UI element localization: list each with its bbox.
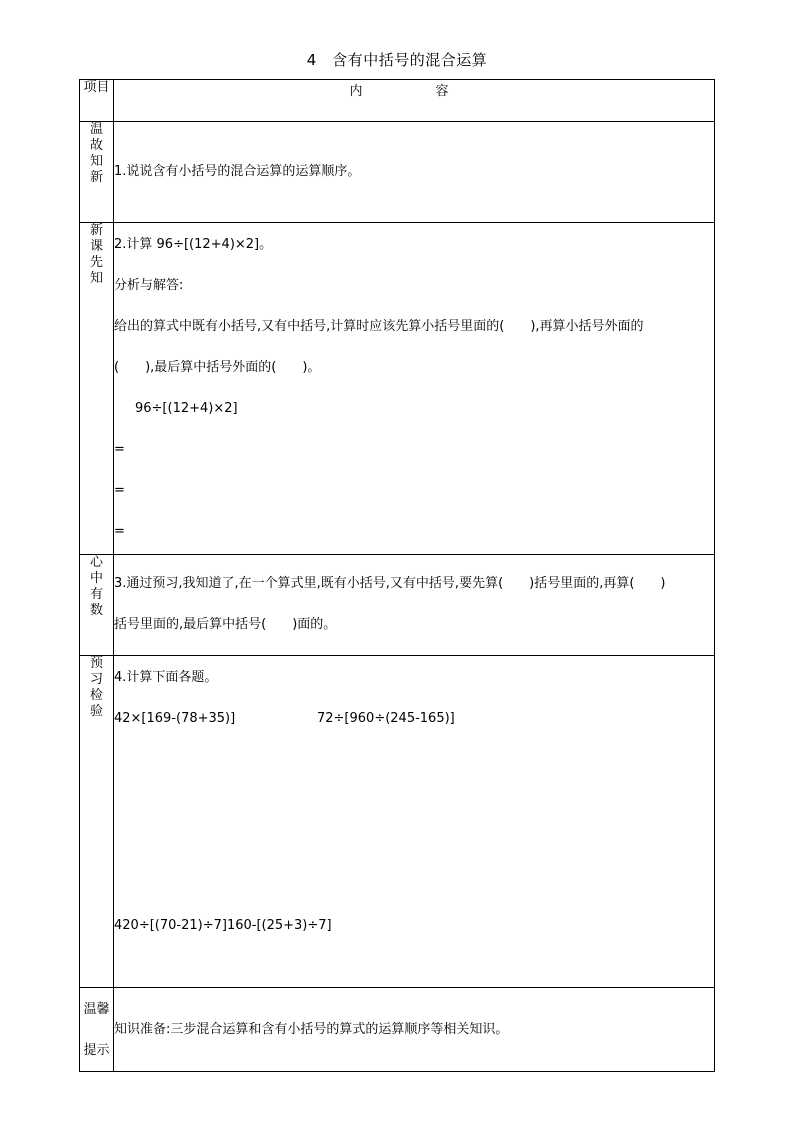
practice-pair-1 bbox=[114, 709, 714, 729]
review-label: 温故知新 bbox=[80, 122, 114, 223]
table-header-row bbox=[80, 80, 715, 122]
new-lesson-content bbox=[114, 223, 715, 555]
explanation-line-2: ( ),最后算中括号外面的( )。 bbox=[114, 360, 321, 375]
tips-text: 知识准备:三步混合运算和含有小括号的算式的运算顺序等相关知识。 bbox=[114, 1021, 509, 1037]
summary-line-1: 3.通过预习,我知道了,在一个算式里,既有小括号,又有中括号,要先算( )括号里面的,再算( ) bbox=[114, 576, 666, 591]
review-content bbox=[114, 122, 715, 223]
review-question: 1.说说含有小括号的混合运算的运算顺序。 bbox=[114, 164, 361, 179]
summary-label: 心中有数 bbox=[80, 555, 114, 656]
analysis-heading: 分析与解答: bbox=[114, 278, 184, 293]
tips-row bbox=[80, 988, 715, 1072]
new-lesson-label: 新课先知 bbox=[80, 223, 114, 555]
preview-worksheet-table bbox=[79, 79, 715, 1072]
page-title: 4 含有中括号的混合运算 bbox=[306, 51, 488, 69]
practice-row bbox=[80, 656, 715, 988]
expression-96: 96÷[(12+4)×2] bbox=[135, 401, 238, 416]
tips-label-bottom: 提示 bbox=[83, 1043, 110, 1058]
problem-1: 42×[169-(78+35)] bbox=[114, 711, 236, 726]
problem-4: 160-[(25+3)÷7] bbox=[226, 918, 332, 933]
question-4: 4.计算下面各题。 bbox=[114, 670, 218, 685]
equals-step-2: = bbox=[114, 483, 125, 498]
equals-step-3: = bbox=[114, 524, 125, 539]
summary-line-2: 括号里面的,最后算中括号( )面的。 bbox=[114, 617, 337, 632]
header-content-cell: 内 容 bbox=[114, 80, 715, 122]
practice-content bbox=[114, 656, 715, 988]
explanation-line-1: 给出的算式中既有小括号,又有中括号,计算时应该先算小括号里面的( ),再算小括号外面的 bbox=[114, 319, 644, 334]
tips-label bbox=[80, 988, 114, 1072]
question-2: 2.计算 96÷[(12+4)×2]。 bbox=[114, 237, 273, 252]
summary-content bbox=[114, 555, 715, 656]
problem-3: 420÷[(70-21)÷7] bbox=[114, 918, 227, 933]
header-item-cell: 项目 bbox=[80, 80, 114, 122]
new-lesson-row bbox=[80, 223, 715, 555]
practice-label: 预习检验 bbox=[80, 656, 114, 988]
problem-2: 72÷[960÷(245-165)] bbox=[317, 711, 455, 726]
summary-row bbox=[80, 555, 715, 656]
tips-content bbox=[114, 988, 715, 1072]
review-row bbox=[80, 122, 715, 223]
tips-label-top: 温馨 bbox=[83, 1002, 110, 1017]
equals-step-1: = bbox=[114, 442, 125, 457]
practice-pair-2 bbox=[114, 916, 714, 936]
